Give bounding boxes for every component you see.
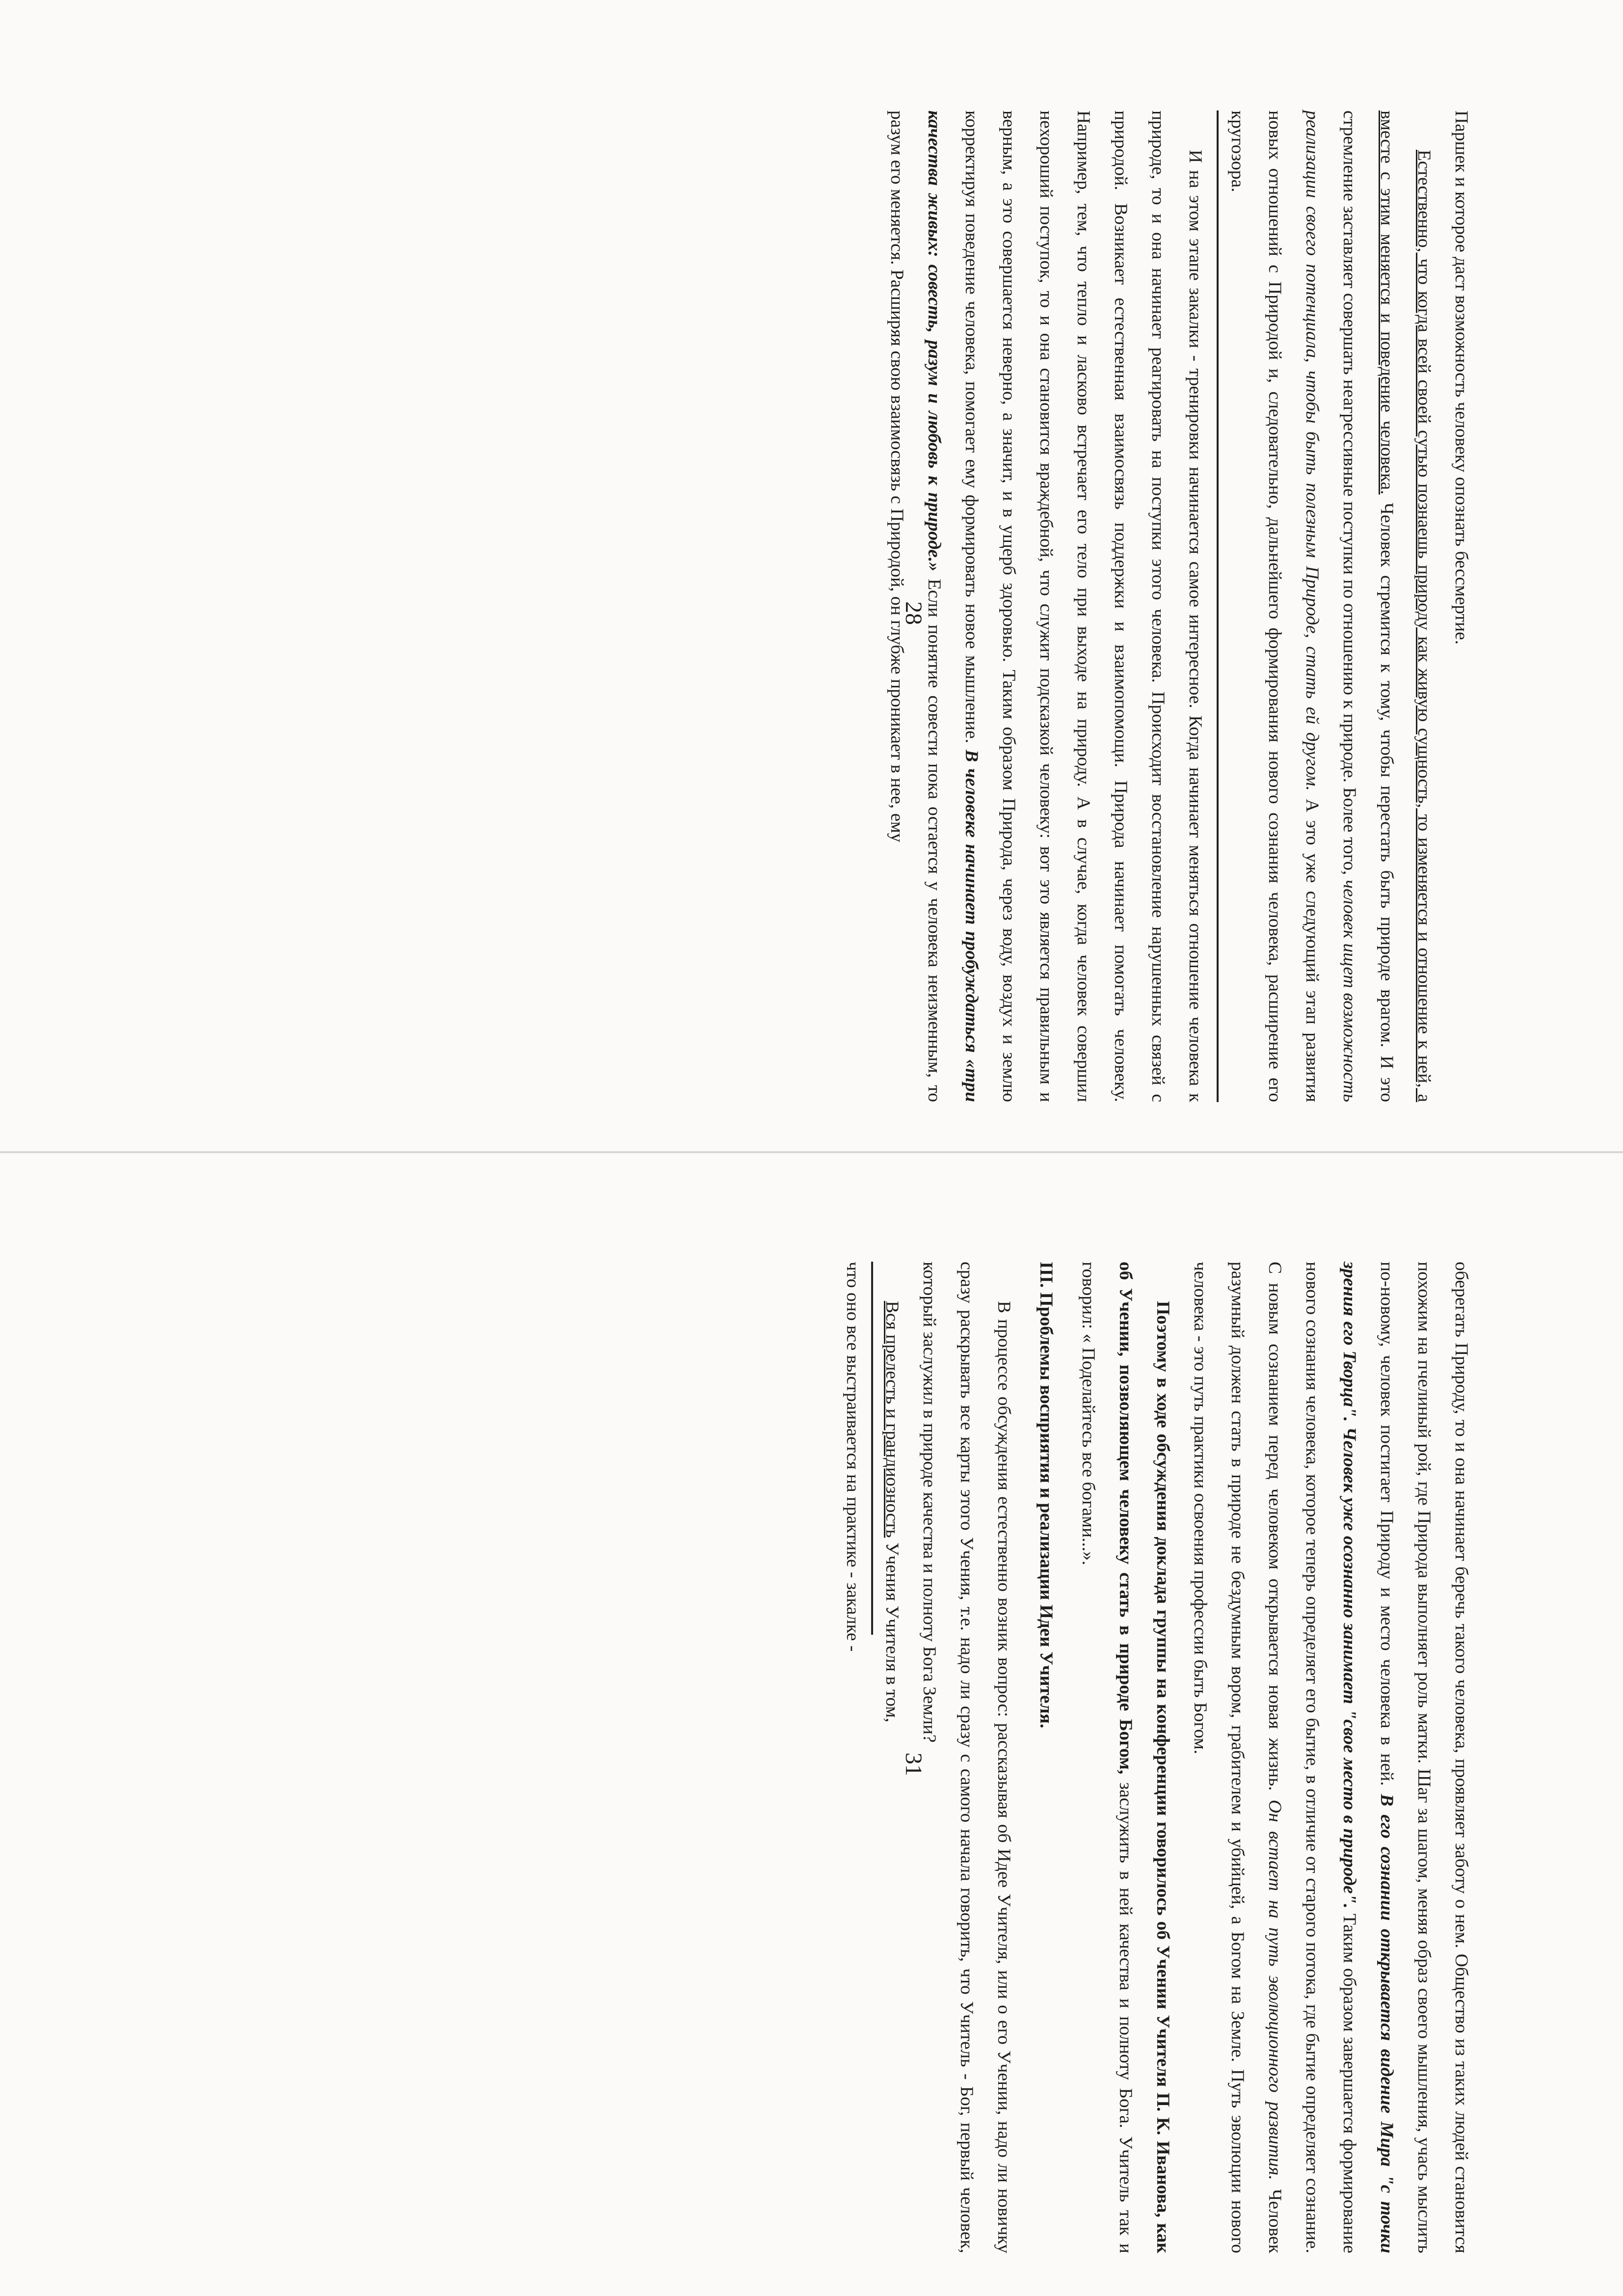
paragraph: Паршек и которое даст возможность человеку опознать бессмертие.	[1451, 110, 1471, 645]
bold-passage: Поэтому в ходе обсуждения доклада группы на конференции говорилось об Учении Учителя П. К. Иванова, как об Учении, позволяющем человеку стать в природе Богом,	[1116, 1262, 1173, 2253]
italic-passage: человек ищет возможность реализации своего потенциала, чтобы быть полезным Природе, стать ей другом.	[1302, 110, 1359, 1103]
paragraph	[1181, 1262, 1480, 2253]
section-heading: III. Проблемы восприятия и реализации Идеи Учителя.	[1036, 1262, 1056, 1729]
text-run: Таким образом завершается формирование нового сознания человека, которое теперь определяет его бытие, в отличие от старого потока, где бытие определяет сознание. С новым сознанием перед человеком открывается новая жизнь.	[1265, 1262, 1359, 2253]
text-run: Если понятие совести пока остается у человека неизменным, то разум его меняется. Расширяя свою взаимосвязь с Природой, он глубже проникает в нее, ему	[887, 110, 944, 1102]
page-31	[843, 1262, 1480, 2253]
page-28	[887, 110, 1480, 1103]
text-run: Человек разумный должен стать в природе не бездумным вором, грабителем и убийцей, а Богом на Земле. Путь эволюции нового человека - это путь практики освоения профессии быть Богом.	[1190, 1262, 1285, 2253]
page-fold-line	[0, 1151, 1623, 1153]
divider-line	[1217, 110, 1219, 1102]
paragraph: что оно все выстраивается на практике - закалке -	[843, 1262, 863, 1652]
text-run: оберегать Природу, то и она начинает беречь такого человека, проявляет заботу о нем. Общество из таких людей становится похожим на пчелиный рой, где Природа выполняет роль матки. Шаг за шагом, меняя образ своего мышления, учась мыслить по-новому, человек постигает Природу и место человека в ней.	[1377, 1262, 1471, 2253]
page-number: 28	[901, 601, 927, 625]
italic-passage: Он встает на путь эволюционного развития.	[1265, 1800, 1285, 2180]
text-run: А это уже следующий этап развития новых отношений с Природой и, следовательно, дальнейшего формирования нового сознания человека, расширение его кругозора.	[1227, 110, 1322, 1102]
paragraph	[1069, 1262, 1181, 2253]
text-run: Человек стремится к тому, чтобы перестать быть природе врагом. И это стремление заставляет совершать неагрессивные поступки по отношению к природе. Более того,	[1339, 110, 1397, 1102]
text-run: И на этом этапе закалки - тренировки начинается самое интересное. Когда начинает меняться отношение человека к природе, то и она начинает реагировать на поступки этого человека. Происходит восстановление нарушенных связей с природой. Возникает естественная взаимосвязь поддержки и взаимопомощи. Природа начинает помогать человеку. Например, тем, что тепло и ласково встречает его тело при выходе на природу. А в случае, когда человек совершил нехороший поступок, то и она становится враждебной, что служит подсказкой человеку: вот это является правильным и верным, а это совершается неверно, а значит, и в ущерб здоровью. Таким образом Природа, через воду, воздух и землю корректируя поведение человека, помогает ему формировать новое мышление.	[961, 110, 1205, 1102]
paragraph: В процессе обсуждения естественно возник вопрос: рассказывая об Идее Учителя, или о его Учении, надо ли новичку сразу раскрывать все карты этого Учения, т.е. надо ли сразу с самого начала говорить, что Учитель - Бог, первый человек, который заслужил в природе качества и полноту Бога Земли?	[919, 1262, 1014, 2253]
bold-italic-passage: В человеке начинает пробуждаться «три качества живых: совесть, разум и любовь к природе.»	[924, 110, 982, 1102]
underlined-passage: Естественно, что когда всей своей сутью познаешь природу как живую сущность, то изменяется и отношение к ней, а вместе с этим меняется и поведение человека.	[1377, 110, 1434, 1102]
text-run: Учения Учителя в том,	[882, 1538, 902, 1723]
underlined-passage: Вся прелесть и грандиозность	[882, 1301, 902, 1538]
paragraph	[878, 110, 1214, 1102]
bold-italic-passage: В его сознании открывается видение Мира "с точки зрения его Творца". Человек уже осознанно занимает "свое место в природе".	[1339, 1262, 1397, 2253]
text-run: заслужить в ней качества и полноту Бога. Учитель так и говорил: « Поделайтесь все богами...».	[1078, 1262, 1136, 2253]
page-number: 31	[901, 1753, 927, 1776]
paragraph	[1219, 110, 1442, 1102]
